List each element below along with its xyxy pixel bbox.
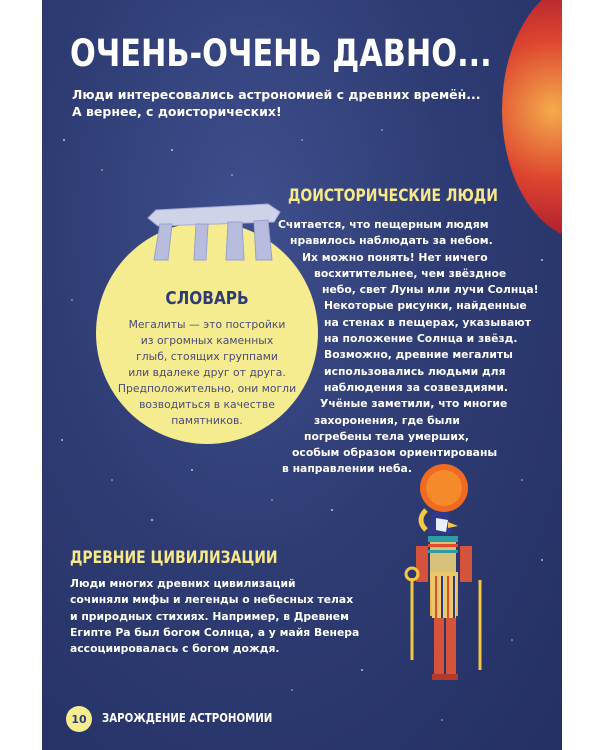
vocabulary-line: или вдалеке друг от друга. bbox=[128, 366, 286, 379]
page-title: ОЧЕНЬ-ОЧЕНЬ ДАВНО... bbox=[70, 32, 492, 75]
civilizations-line: Люди многих древних цивилизаций bbox=[70, 577, 296, 590]
prehistoric-line: Считается, что пещерным людям bbox=[278, 218, 489, 231]
section-label: ЗАРОЖДЕНИЕ АСТРОНОМИИ bbox=[102, 711, 273, 725]
prehistoric-line: особым образом ориентированы bbox=[292, 446, 498, 460]
prehistoric-line: на положение Солнца и звёзд. bbox=[324, 332, 518, 346]
prehistoric-line: восхитительнее, чем звёздное bbox=[314, 266, 507, 280]
vocabulary-line: памятников. bbox=[171, 414, 243, 427]
vocabulary-line: из огромных каменных bbox=[140, 334, 274, 347]
prehistoric-line: Их можно понять! Нет ничего bbox=[302, 250, 488, 264]
civilizations-line: и природных стихиях. Например, в Древнем bbox=[70, 609, 349, 623]
book-page bbox=[42, 0, 562, 750]
civilizations-title: ДРЕВНИЕ ЦИВИЛИЗАЦИИ bbox=[70, 548, 278, 568]
intro-line: А вернее, с доисторических! bbox=[72, 104, 282, 119]
megalith-illustration bbox=[138, 188, 288, 268]
prehistoric-line: Учёные заметили, что многие bbox=[320, 397, 508, 411]
prehistoric-title: ДОИСТОРИЧЕСКИЕ ЛЮДИ bbox=[288, 186, 498, 206]
prehistoric-text bbox=[278, 217, 558, 478]
prehistoric-line: на стенах в пещерах, указывают bbox=[324, 315, 531, 329]
prehistoric-line: в направлении неба. bbox=[282, 462, 412, 476]
vocabulary-title: СЛОВАРЬ bbox=[165, 288, 249, 309]
ra-illustration bbox=[382, 460, 512, 692]
civilizations-line: сочиняли мифы и легенды о небесных телах bbox=[70, 593, 354, 607]
page-number: 10 bbox=[66, 706, 92, 732]
intro-line: Люди интересовались астрономией с древних времён... bbox=[72, 87, 481, 102]
vocabulary-line: Мегалиты — это постройки bbox=[128, 318, 286, 331]
prehistoric-line: нравилось наблюдать за небом. bbox=[290, 234, 493, 248]
prehistoric-line: Некоторые рисунки, найденные bbox=[324, 299, 527, 313]
prehistoric-line: погребены тела умерших, bbox=[304, 429, 469, 443]
civilizations-line: Египте Ра был богом Солнца, а у майя Венера bbox=[70, 625, 360, 639]
prehistoric-line: небо, свет Луны или лучи Солнца! bbox=[322, 283, 539, 297]
civilizations-text bbox=[70, 576, 370, 657]
vocabulary-text bbox=[114, 317, 300, 429]
vocabulary-line: глыб, стоящих группами bbox=[136, 350, 278, 363]
vocabulary-line: Предположительно, они могли bbox=[117, 382, 297, 395]
vocabulary-line: возводиться в качестве bbox=[139, 398, 275, 411]
prehistoric-line: захоронения, где были bbox=[314, 413, 460, 427]
prehistoric-line: Возможно, древние мегалиты bbox=[324, 348, 513, 362]
prehistoric-line: наблюдения за созвездиями. bbox=[324, 380, 508, 394]
intro-text bbox=[72, 86, 492, 120]
prehistoric-line: использовались людьми для bbox=[324, 364, 506, 378]
civilizations-line: ассоциировалась с богом дождя. bbox=[70, 642, 280, 656]
